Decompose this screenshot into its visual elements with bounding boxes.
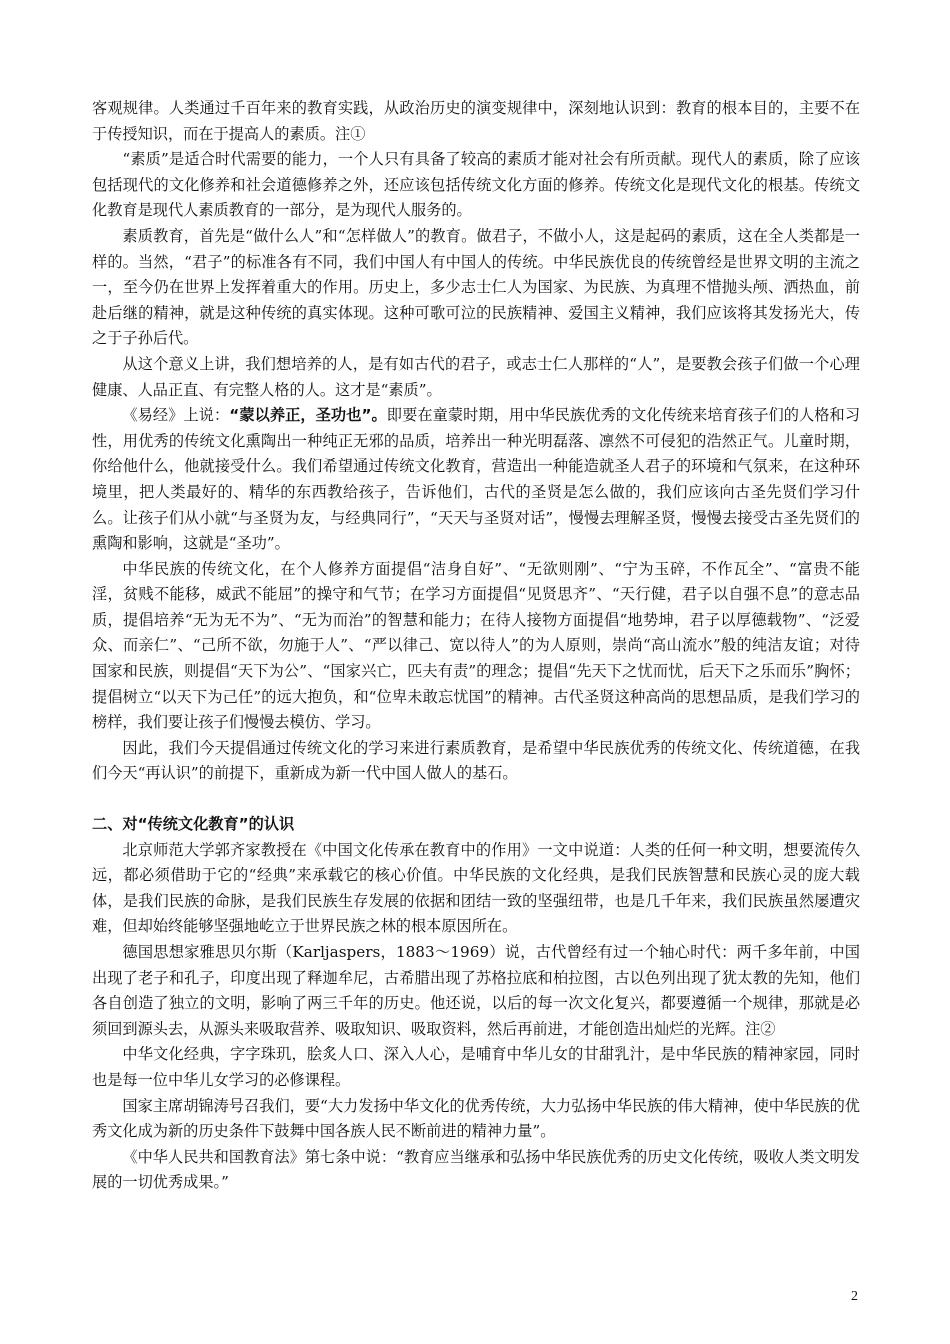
paragraph-yijing <box>92 403 860 557</box>
paragraph-text: 《易经》上说： <box>122 406 230 425</box>
paragraph: 从这个意义上讲，我们想培养的人，是有如古代的君子，或志士仁人那样的“人”，是要教会孩子们做一个心理健康、人品正直、有完整人格的人。这才是“素质”。 <box>92 354 860 399</box>
paragraph: 中华文化经典，字字珠玑，脍炙人口、深入人心，是哺育中华儿女的甘甜乳汁，是中华民族的精神家园，同时也是每一位中华儿女学习的必修课程。 <box>92 1045 860 1089</box>
section-heading: 二、对“传统文化教育”的认识 <box>92 815 295 834</box>
paragraph: “素质”是适合时代需要的能力，一个人只有具备了较高的素质才能对社会有所贡献。现代人的素质，除了应该包括现代的文化修养和社会道德修养之外，还应该包括传统文化方面的修养。传统文化是现代文化的根基。传统文化教育是现代人素质教育的一部分，是为现代人服务的。 <box>92 150 860 220</box>
paragraph-text: 即要在童蒙时期，用中华民族优秀的文化传统来培育孩子们的人格和习性，用优秀的传统文化熏陶出一种纯正无邪的品质，培养出一种光明磊落、凛然不可侵犯的浩然正气。儿童时期，你给他什么，他就接受什么。我们希望通过传统文化教育，营造出一种能造就圣人君子的环境和气氛来，在这种环境里，把人类最好的、精华的东西教给孩子，告诉他们，古代的圣贤是怎么做的，我们应该向古圣先贤们学习什么。让孩子们从小就“与圣贤为友，与经典同行”，“天天与圣贤对话”，慢慢去理解圣贤，慢慢去接受古圣先贤们的熏陶和影响，这就是“圣功”。 <box>92 406 861 553</box>
paragraph: 因此，我们今天提倡通过传统文化的学习来进行素质教育，是希望中华民族优秀的传统文化、传统道德，在我们今天“再认识”的前提下，重新成为新一代中国人做人的基石。 <box>92 738 860 783</box>
paragraph: 德国思想家雅思贝尔斯（Karljaspers，1883～1969）说，古代曾经有过一个轴心时代：两千多年前，中国出现了老子和孔子，印度出现了释迦牟尼，古希腊出现了苏格拉底和柏拉图，古以色列出现了犹太教的先知，他们各自创造了独立的文明，影响了两三千年的历史。他还说，以后的每一次文化复兴，都要遵循一个规律，那就是必须回到源头去，从源头来吸取营养、吸取知识、吸取资料，然后再前进，才能创造出灿烂的光辉。注② <box>92 943 860 1038</box>
paragraph: 《中华人民共和国教育法》第七条中说：“教育应当继承和弘扬中华民族优秀的历史文化传统，吸收人类文明发展的一切优秀成果。” <box>92 1147 860 1192</box>
paragraph: 北京师范大学郭齐家教授在《中国文化传承在教育中的作用》一文中说道：人类的任何一种文明，想要流传久远，都必须借助于它的“经典”来承载它的核心价值。中华民族的文化经典，是我们民族智慧和民族心灵的庞大载体，是我们民族的命脉，是我们民族生存发展的依据和团结一致的坚强纽带，也是几千年来，我们民族虽然屡遭灾难，但却始终能够坚强地屹立于世界民族之林的根本原因所在。 <box>92 840 860 936</box>
paragraph: 国家主席胡锦涛号召我们，要“大力发扬中华文化的优秀传统，大力弘扬中华民族的伟大精神，使中华民族的优秀文化成为新的历史条件下鼓舞中国各族人民不断前进的精神力量”。 <box>92 1096 860 1141</box>
bold-quote: “蒙以养正，圣功也”。 <box>229 406 387 425</box>
paragraph: 素质教育，首先是“做什么人”和“怎样做人”的教育。做君子，不做小人，这是起码的素质，这在全人类都是一样的。当然，“君子”的标准各有不同，我们中国人有中国人的传统。中华民族优良的传统曾经是世界文明的主流之一，至今仍在世界上发挥着重大的作用。历史上，多少志士仁人为国家、为民族、为真理不惜抛头颅、洒热血，前赴后继的精神，就是这种传统的真实体现。这种可歌可泣的民族精神、爱国主义精神，我们应该将其发扬光大，传之于子孙后代。 <box>92 226 860 348</box>
paragraph: 中华民族的传统文化，在个人修养方面提倡“洁身自好”、“无欲则刚”、“宁为玉碎，不作瓦全”、“富贵不能淫，贫贱不能移，威武不能屈”的操守和气节；在学习方面提倡“见贤思齐”、“天行健，君子以自强不息”的意志品质，提倡培养“无为无不为”、“无为而治”的智慧和能力；在待人接物方面提倡“地势坤，君子以厚德载物”、“泛爱众、而亲仁”、“己所不欲，勿施于人”、“严以律己、宽以待人”的为人原则，崇尚“高山流水”般的纯洁友谊；对待国家和民族，则提倡“天下为公”、“国家兴亡，匹夫有责”的理念；提倡“先天下之忧而忧，后天下之乐而乐”胸怀；提倡树立“以天下为己任”的远大抱负，和“位卑未敢忘忧国”的精神。古代圣贤这种高尚的思想品质，是我们学习的榜样，我们要让孩子们慢慢去模仿、学习。 <box>92 559 860 732</box>
paragraph: 客观规律。人类通过千百年来的教育实践，从政治历史的演变规律中，深刻地认识到：教育的根本目的，主要不在于传授知识，而在于提高人的素质。注① <box>92 99 860 143</box>
document-page <box>92 96 860 1196</box>
page-number: 2 <box>851 1289 858 1304</box>
